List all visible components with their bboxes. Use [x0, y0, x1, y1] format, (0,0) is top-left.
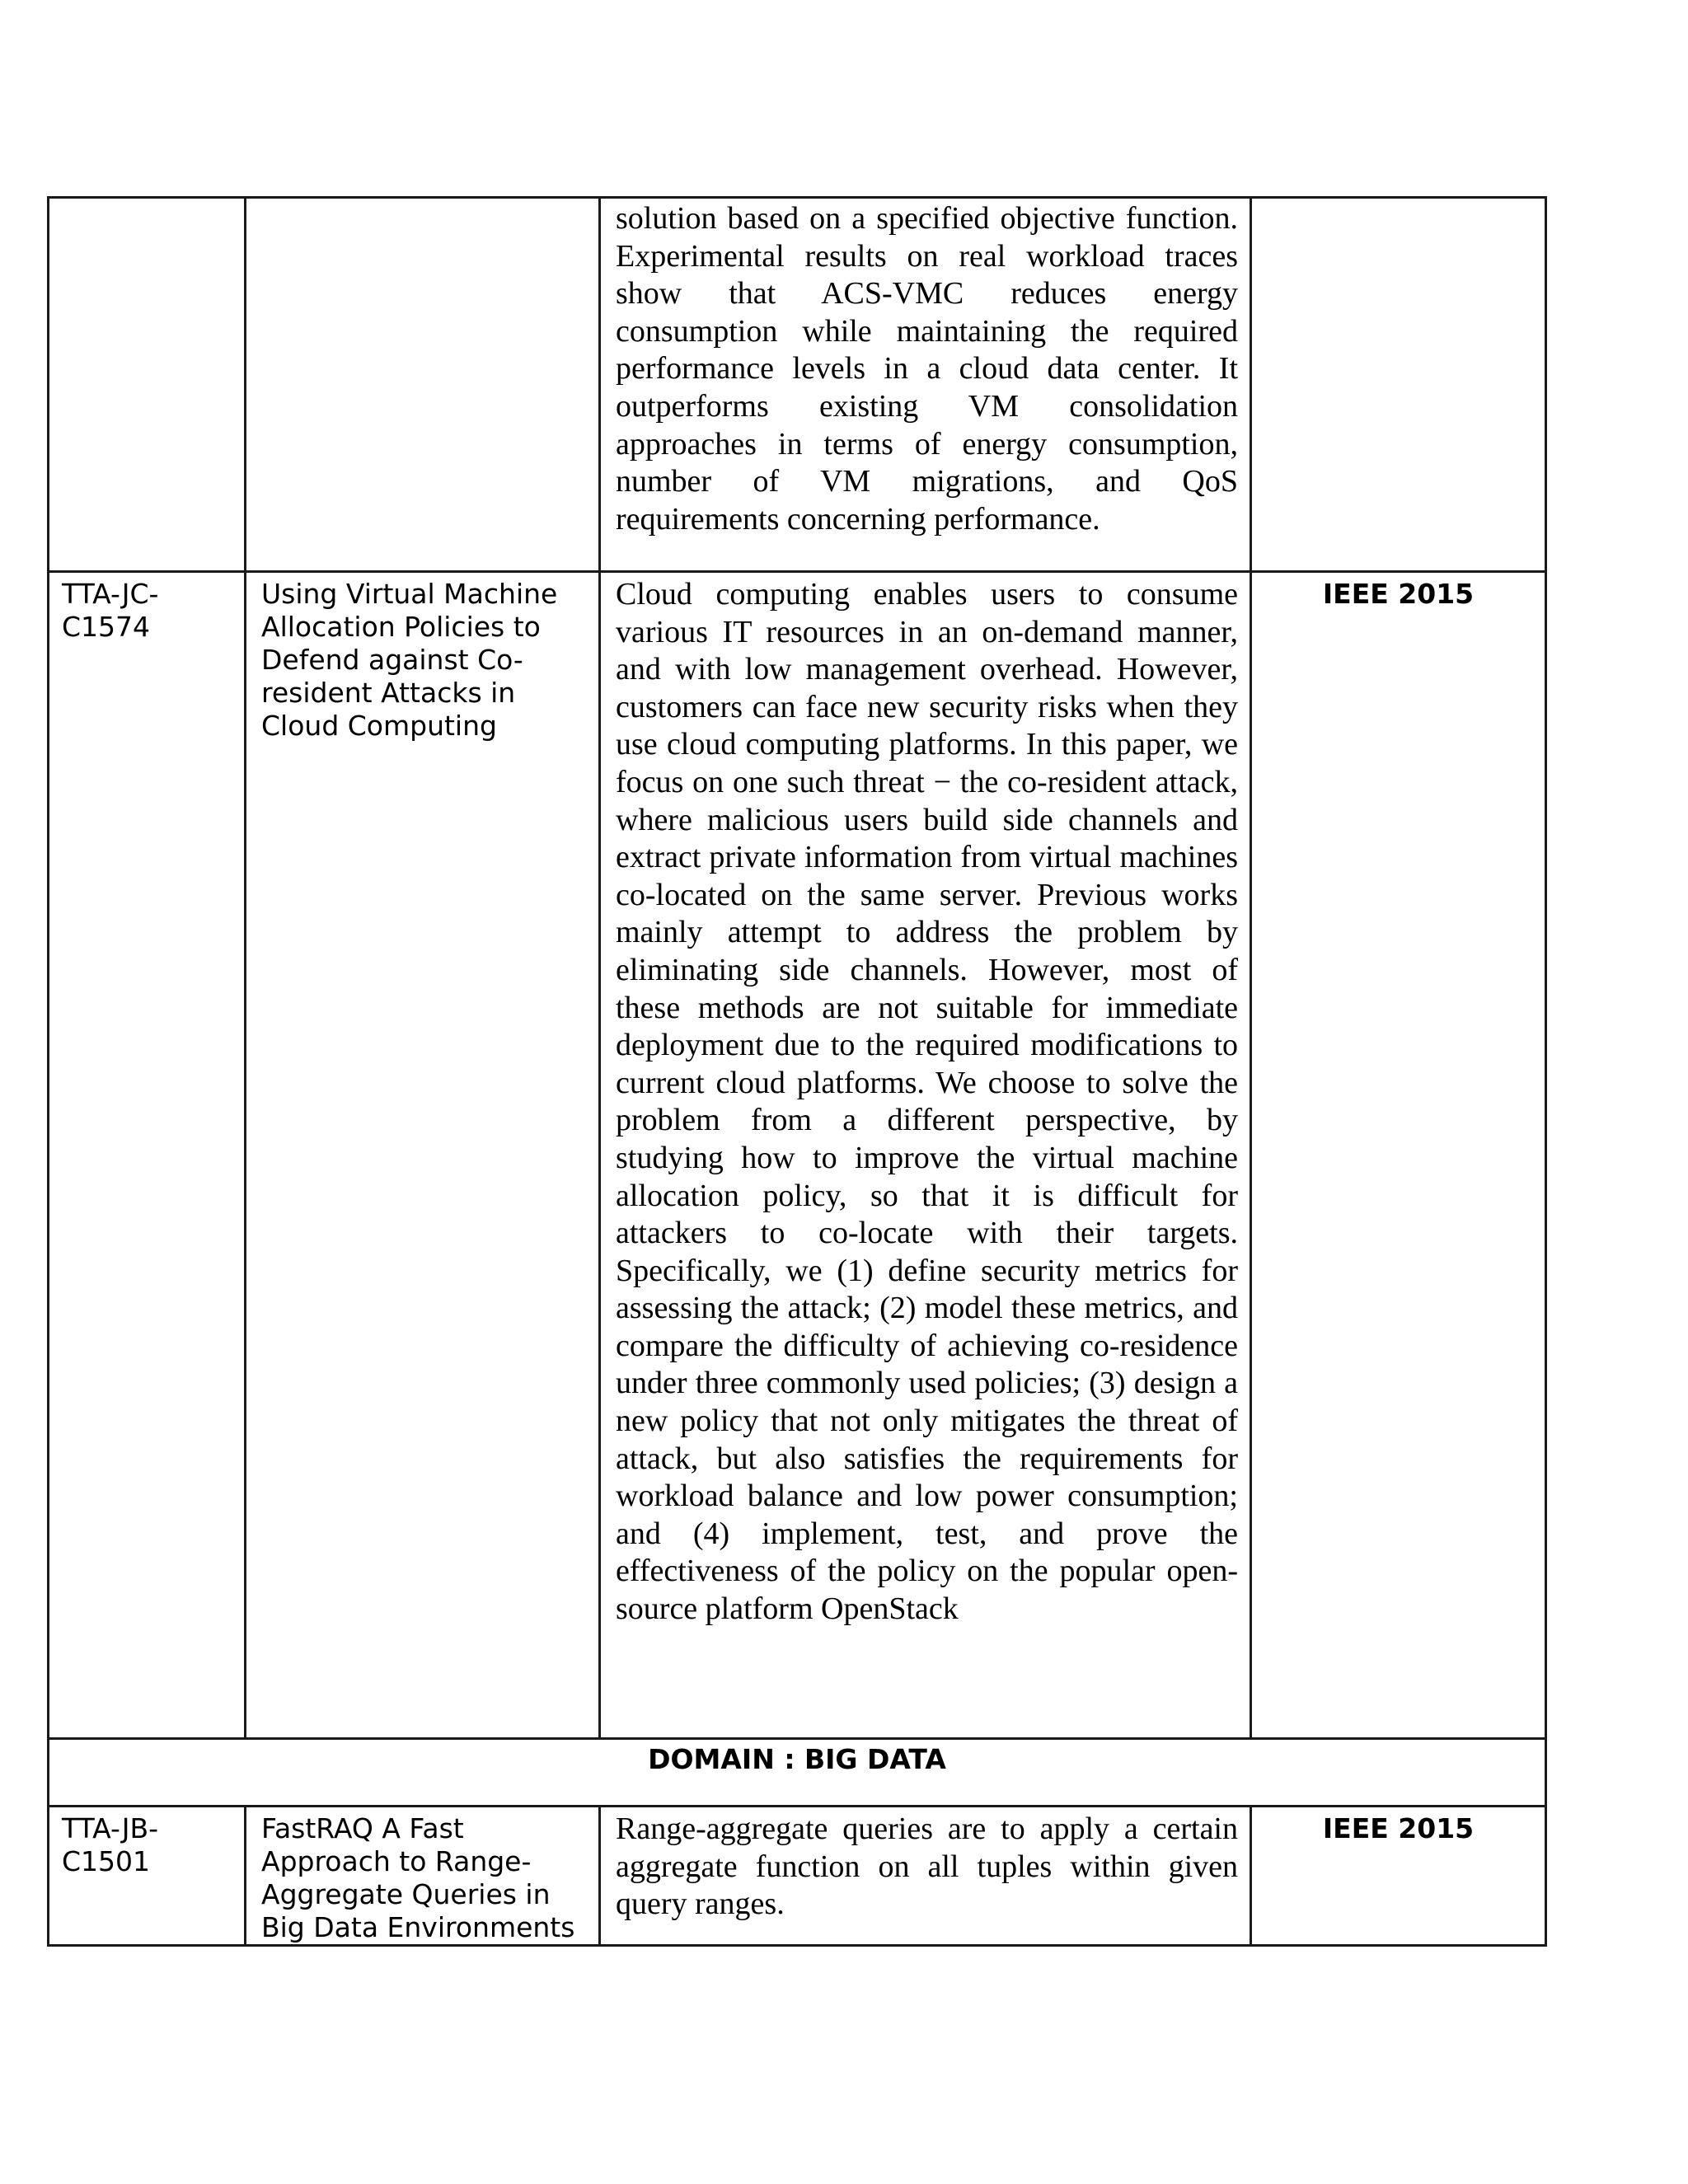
project-title	[246, 199, 598, 204]
project-year	[1252, 199, 1545, 204]
project-year: IEEE 2015	[1322, 578, 1475, 610]
table-row	[49, 1807, 1546, 1946]
title-cell	[246, 1807, 600, 1946]
project-title: Using Virtual Machine Allocation Policies to Defend against Co-resident Attacks in Cloud Computing	[261, 578, 558, 742]
title-cell	[246, 198, 600, 572]
title-cell	[246, 572, 600, 1739]
project-title: FastRAQ A Fast Approach to Range-Aggregate Queries in Big Data Environments	[261, 1812, 575, 1943]
abstract-cell	[600, 198, 1251, 572]
project-code	[49, 199, 244, 204]
project-table	[47, 196, 1547, 1947]
year-cell	[1251, 198, 1546, 572]
abstract-cell	[600, 1807, 1251, 1946]
domain-heading-row	[49, 1739, 1546, 1807]
year-cell	[1251, 1807, 1546, 1946]
table-row	[49, 198, 1546, 572]
project-abstract: solution based on a specified objective function. Experimental results on real workload traces show that ACS-VMC reduces energy consumption while maintaining the required performance levels in a cloud data center. It outperforms existing VM consolidation approaches in terms of energy consumption, number of VM migrations, and QoS requirements concerning performance.	[616, 201, 1238, 537]
project-year: IEEE 2015	[1322, 1812, 1475, 1844]
project-abstract: Range-aggregate queries are to apply a certain aggregate function on all tuples within given query ranges.	[616, 1811, 1238, 1922]
abstract-cell	[600, 572, 1251, 1739]
code-cell	[49, 572, 246, 1739]
year-cell	[1251, 572, 1546, 1739]
code-cell	[49, 1807, 246, 1946]
project-code: TTA-JB-C1501	[62, 1812, 159, 1877]
project-abstract: Cloud computing enables users to consume various IT resources in an on-demand manner, and with low management overhead. However, customers can face new security risks when they use cloud computing platforms. In this paper, we focus on one such threat − the co-resident attack, where malicious users build side channels and extract private information from virtual machines co-located on the same server. Previous works mainly attempt to address the problem by eliminating side channels. However, most of these methods are not suitable for immediate deployment due to the required modifications to current cloud platforms. We choose to solve the problem from a different perspective, by studying how to improve the virtual machine allocation policy, so that it is difficult for attackers to co-locate with their targets. Specifically, we (1) define security metrics for assessing the attack; (2) model these metrics, and compare the difficulty of achieving co-residence under three commonly used policies; (3) design a new policy that not only mitigates the threat of attack, but also satisfies the requirements for workload balance and low power consumption; and (4) implement, test, and prove the effectiveness of the policy on the popular open-source platform OpenStack	[616, 577, 1238, 1627]
table-row	[49, 572, 1546, 1739]
domain-heading-cell	[49, 1739, 1546, 1807]
project-code: TTA-JC-C1574	[62, 578, 159, 643]
domain-heading: DOMAIN : BIG DATA	[648, 1743, 946, 1775]
code-cell	[49, 198, 246, 572]
